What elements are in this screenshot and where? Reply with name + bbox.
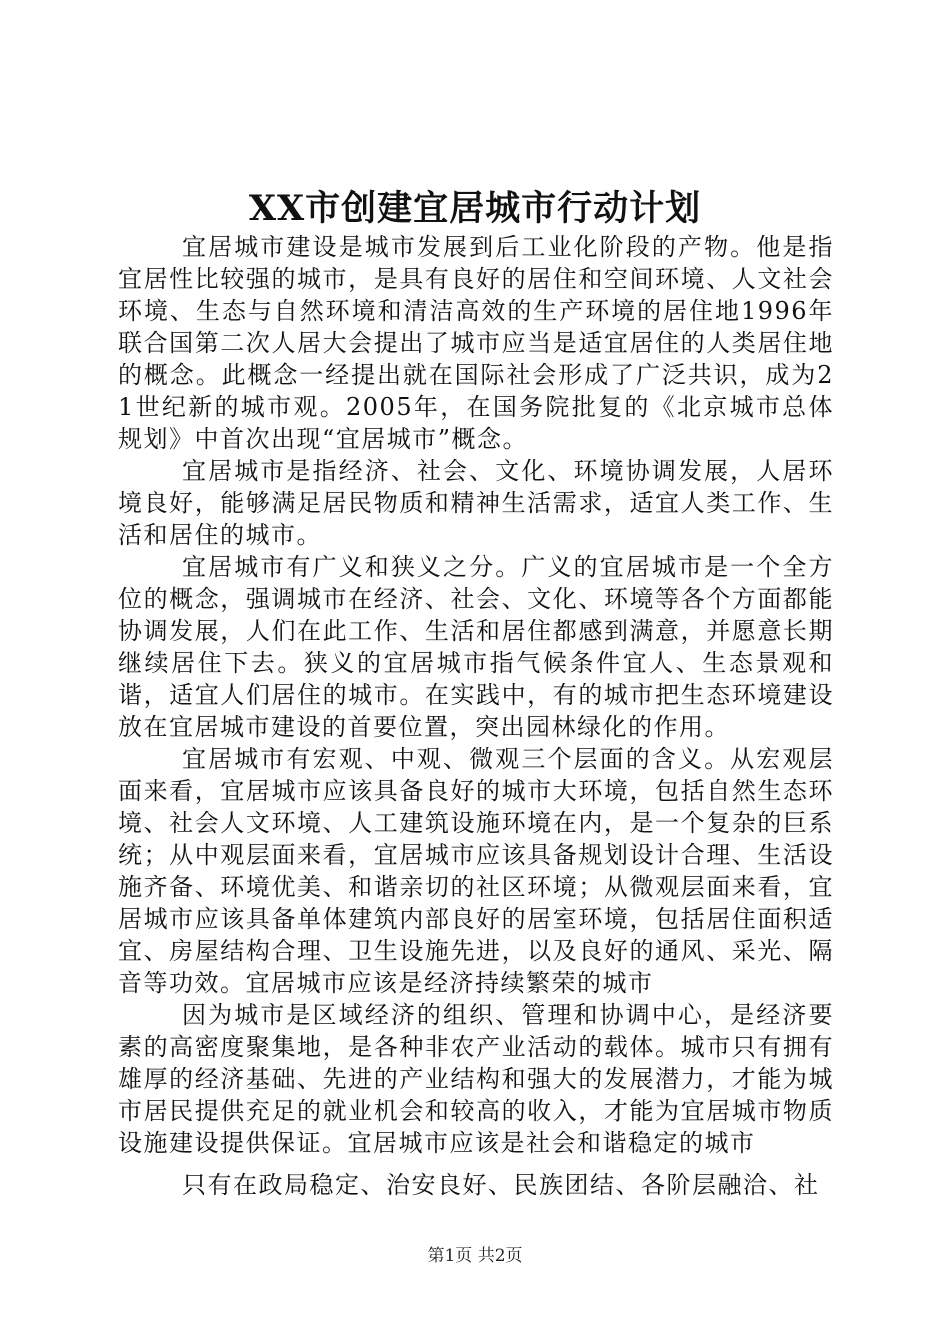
document-body — [118, 231, 834, 1201]
paragraph-2: 宜居城市是指经济、社会、文化、环境协调发展，人居环境良好，能够满足居民物质和精神生活需求，适宜人类工作、生活和居住的城市。 — [118, 457, 834, 549]
paragraph-6: 只有在政局稳定、治安良好、民族团结、各阶层融洽、社 — [182, 1171, 820, 1199]
document-title: XX市创建宜居城市行动计划 — [248, 188, 702, 229]
paragraph-4: 宜居城市有宏观、中观、微观三个层面的含义。从宏观层面来看，宜居城市应该具备良好的城市大环境，包括自然生态环境、社会人文环境、人工建筑设施环境在内，是一个复杂的巨系统；从中观层面来看，宜居城市应该具备规划设计合理、生活设施齐备、环境优美、和谐亲切的社区环境；从微观层面来看，宜居城市应该具备单体建筑内部良好的居室环境，包括居住面积适宜、房屋结构合理、卫生设施先进，以及良好的通风、采光、隔音等功效。宜居城市应该是经济持续繁荣的城市 — [118, 745, 834, 997]
paragraph-1: 宜居城市建设是城市发展到后工业化阶段的产物。他是指宜居性比较强的城市，是具有良好的居住和空间环境、人文社会环境、生态与自然环境和清洁高效的生产环境的居住地1996年联合国第二次人居大会提出了城市应当是适宜居住的人类居住地的概念。此概念一经提出就在国际社会形成了广泛共识，成为21世纪新的城市观。2005年，在国务院批复的《北京城市总体规划》中首次出现“宜居城市”概念。 — [118, 233, 834, 453]
paragraph-3: 宜居城市有广义和狭义之分。广义的宜居城市是一个全方位的概念，强调城市在经济、社会、文化、环境等各个方面都能协调发展，人们在此工作、生活和居住都感到满意，并愿意长期继续居住下去。狭义的宜居城市指气候条件宜人、生态景观和谐，适宜人们居住的城市。在实践中，有的城市把生态环境建设放在宜居城市建设的首要位置，突出园林绿化的作用。 — [118, 553, 834, 741]
paragraph-5: 因为城市是区域经济的组织、管理和协调中心，是经济要素的高密度聚集地，是各种非农产业活动的载体。城市只有拥有雄厚的经济基础、先进的产业结构和强大的发展潜力，才能为城市居民提供充足的就业机会和较高的收入，才能为宜居城市物质设施建设提供保证。宜居城市应该是社会和谐稳定的城市 — [118, 1001, 834, 1157]
page-number: 第1页 共2页 — [427, 1246, 523, 1266]
